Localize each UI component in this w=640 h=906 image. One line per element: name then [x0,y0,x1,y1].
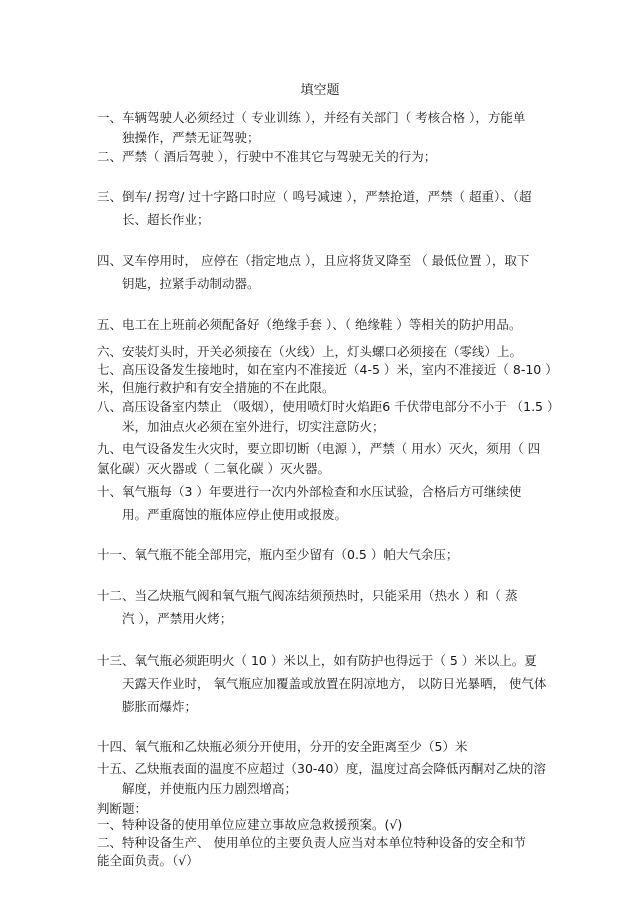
question-7-line-2: 米，但施行救护和有安全措施的不在此限。 [97,380,335,395]
question-12-line-2: 汽 ），严禁用火烤； [122,611,233,626]
question-3-line-2: 长、超长作业； [122,212,210,227]
question-9-line-2: 氯化碳）灭火器或（ 二氧化碳 ）灭火器。 [97,461,330,476]
question-14-line-1: 十四、氧气瓶和乙炔瓶必须分开使用，分开的安全距离至少（5）米 [97,739,468,754]
judge-section-title: 判断题： [97,801,148,816]
question-12-line-1: 十二、当乙炔瓶气阀和氧气瓶气阀冻结须预热时，只能采用（热水 ）和（ 蒸 [97,588,518,603]
question-13-line-2: 天露天作业时， 氧气瓶应加覆盖或放置在阴凉地方， 以防日光暴晒， 使气体 [122,676,547,691]
question-9-line-1: 九、电气设备发生火灾时，要立即切断（电源 ），严禁（ 用水）灭火，须用（ 四 [97,441,541,456]
question-4-line-2: 钥匙，拉紧手动制动器。 [122,276,260,291]
question-8-line-2: 米，加油点火必须在室外进行，切实注意防火； [122,419,385,434]
question-15-line-2: 解度，并使瓶内压力剧烈增高； [122,781,298,796]
question-8-line-1: 八、高压设备室内禁止 （吸烟），使用喷灯时火焰距6 千伏带电部分不小于 （1.5 ） [97,399,560,414]
question-4-line-1: 四、叉车停用时， 应停在（指定地点 ），且应将货叉降至 （ 最低位置 ），取下 [97,253,530,268]
judge-2-line-2: 能全面负责。（√） [97,853,199,868]
judge-1-line-1: 一、特种设备的使用单位应建立事故应急救援预案。(√) [97,817,403,832]
question-1-line-1: 一、车辆驾驶人必须经过（ 专业训练 ），并经有关部门（ 考核合格 ），方能单 [97,110,526,125]
question-11-line-1: 十一、氧气瓶不能全部用完，瓶内至少留有（0.5 ）帕大气余压； [97,547,459,562]
question-13-line-1: 十三、氧气瓶必须距明火（ 10 ）米以上，如有防护也得远于（ 5 ）米以上。夏 [97,653,537,668]
question-6-line-1: 六、安装灯头时，开关必须接在（火线）上，灯头螺口必须接在（零线）上。 [97,344,523,359]
question-2-line-1: 二、严禁（ 酒后驾驶 ），行驶中不准其它与驾驶无关的行为； [97,149,437,164]
question-10-line-2: 用。严重腐蚀的瓶体应停止使用或报废。 [122,507,348,522]
judge-2-line-1: 二、特种设备生产、 使用单位的主要负责人应当对本单位特种设备的安全和节 [97,835,526,850]
question-10-line-1: 十、氧气瓶每（3 ）年要进行一次内外部检查和水压试验，合格后方可继续使 [97,484,522,499]
page-title: 填空题 [300,83,340,98]
question-13-line-3: 膨胀而爆炸； [122,699,198,714]
question-5-line-1: 五、电工在上班前必须配备好（绝缘手套 ）、（ 绝缘鞋 ）等相关的防护用品。 [97,317,522,332]
question-15-line-1: 十五、乙炔瓶表面的温度不应超过（30-40）度，温度过高会降低丙酮对乙炔的溶 [97,761,546,776]
question-7-line-1: 七、高压设备发生接地时，如在室内不准接近（4-5 ）米，室内不准接近（ 8-10 ） [97,362,558,377]
question-3-line-1: 三、倒车/ 拐弯/ 过十字路口时应（ 鸣号减速 ），严禁抢道，严禁（ 超重）、（超 [97,189,532,204]
question-1-line-2: 独操作，严禁无证驾驶； [122,130,260,145]
